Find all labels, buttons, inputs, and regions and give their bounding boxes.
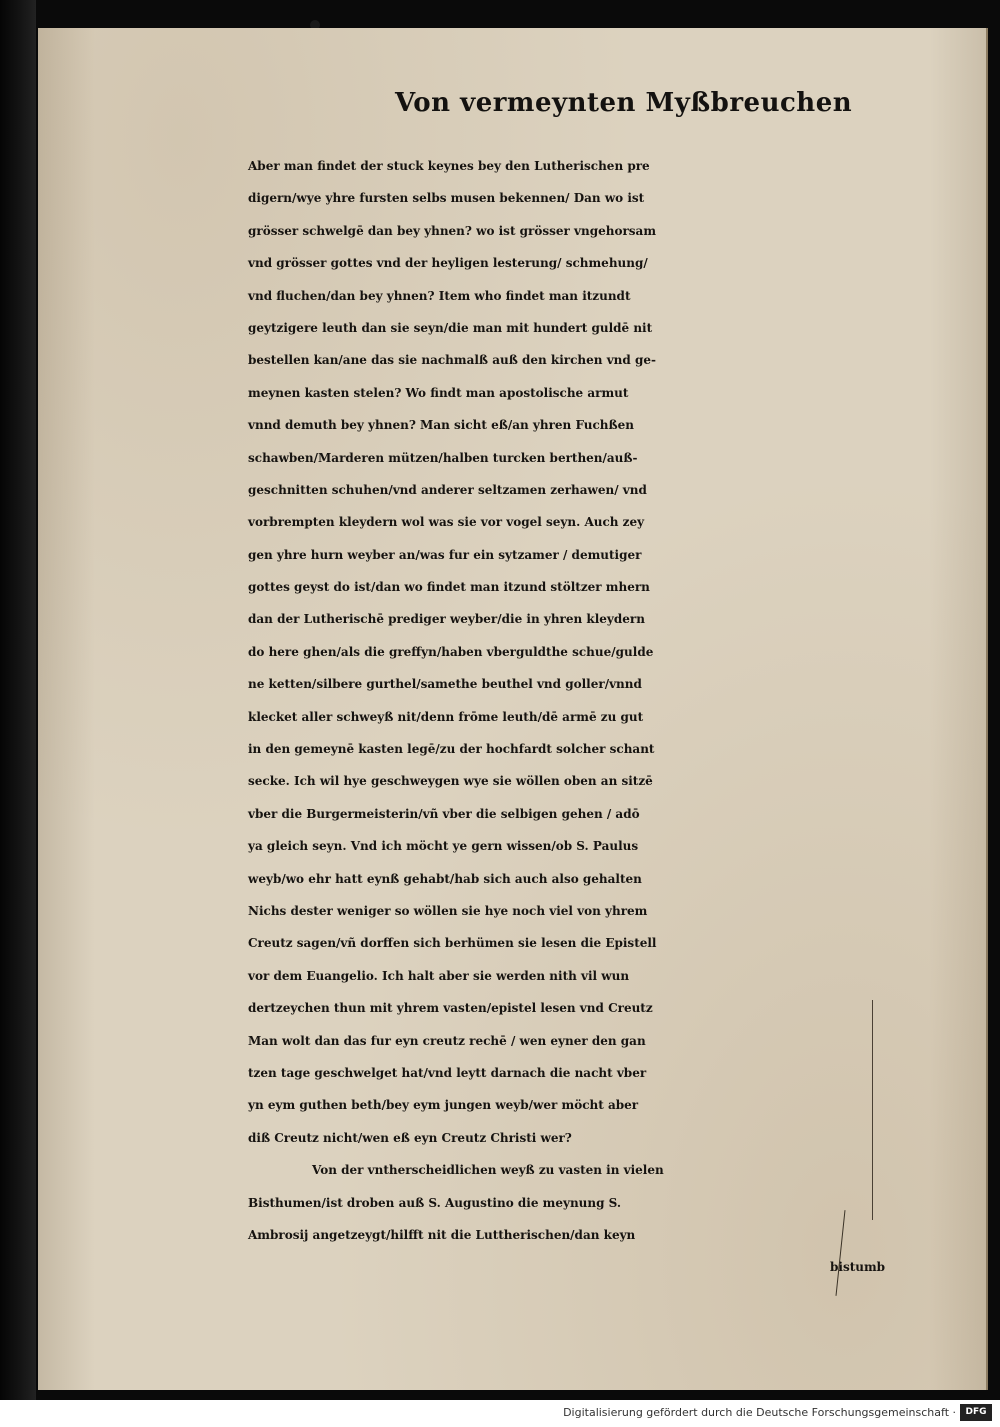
text-line: in den gemeynē kasten legē/zu der hochfardt solcher schant [248, 742, 655, 757]
margin-crease [872, 1000, 873, 1220]
text-line: geschnitten schuhen/vnd anderer seltzamen zerhawen/ vnd [248, 482, 647, 497]
text-line: klecket aller schweyß nit/denn frōme leuth/dē armē zu gut [248, 709, 644, 724]
text-line: Man wolt dan das fur eyn creutz rechē / wen eyner den gan [248, 1033, 646, 1048]
text-line: Aber man findet der stuck keynes bey den Lutherischen pre [248, 159, 650, 173]
text-line: diß Creutz nicht/wen eß eyn Creutz Christi wer? [248, 1130, 572, 1145]
digitization-footer [0, 1400, 1000, 1427]
text-line: digern/wye yhre fursten selbs musen bekennen/ Dan wo ist [248, 191, 645, 206]
text-line: vor dem Euangelio. Ich halt aber sie werden nith vil wun [248, 968, 630, 983]
text-block [248, 150, 948, 1284]
text-line: grösser schwelgē dan bey yhnen? wo ist grösser vngehorsam [248, 223, 657, 238]
text-line: tzen tage geschwelget hat/vnd leytt darnach die nacht vber [248, 1065, 647, 1080]
text-line: Bisthumen/ist droben auß S. Augustino die meynung S. [248, 1195, 622, 1210]
text-line: yn eym guthen beth/bey eym jungen weyb/wer möcht aber [248, 1098, 639, 1113]
book-spine-shadow [0, 0, 36, 1427]
funding-notice: Digitalisierung gefördert durch die Deutsche Forschungsgemeinschaft · [563, 1406, 956, 1419]
text-line: do here ghen/als die greffyn/haben vberguldthe schue/gulde [248, 644, 654, 659]
text-line: schawben/Marderen mützen/halben turcken berthen/auß- [248, 450, 638, 465]
text-line: Ambrosij angetzeygt/hilfft nit die Luttherischen/dan keyn [248, 1227, 636, 1242]
catchword: bistumb [830, 1260, 886, 1275]
text-line: vnd fluchen/dan bey yhnen? Item who findet man itzundt [248, 288, 631, 303]
text-line: vnd grösser gottes vnd der heyligen lesterung/ schmehung/ [248, 256, 648, 271]
running-header: Von vermeynten Myßbreuchen [395, 88, 853, 118]
paragraph-start-line: Von der vntherscheidlichen weyß zu vasten in vielen [312, 1163, 664, 1178]
text-line: ya gleich seyn. Vnd ich möcht ye gern wissen/ob S. Paulus [248, 839, 639, 854]
text-line: secke. Ich wil hye geschweygen wye sie wöllen oben an sitzē [248, 774, 653, 789]
text-line: ne ketten/silbere gurthel/samethe beuthel vnd goller/vnnd [248, 677, 642, 692]
text-line: bestellen kan/ane das sie nachmalß auß den kirchen vnd ge- [248, 353, 656, 368]
text-line: gen yhre hurn weyber an/was fur ein sytzamer / demutiger [248, 547, 642, 562]
text-line: Nichs dester weniger so wöllen sie hye noch viel von yhrem [248, 903, 648, 918]
text-line: gottes geyst do ist/dan wo findet man itzund stöltzer mhern [248, 580, 650, 595]
dfg-logo: DFG [960, 1404, 992, 1421]
text-line: vorbrempten kleydern wol was sie vor vogel seyn. Auch zey [248, 515, 645, 530]
text-line: Creutz sagen/vñ dorffen sich berhümen sie lesen die Epistell [248, 936, 657, 951]
text-line: dertzeychen thun mit yhrem vasten/epistel lesen vnd Creutz [248, 1001, 653, 1016]
text-line: weyb/wo ehr hatt eynß gehabt/hab sich auch also gehalten [248, 871, 642, 886]
text-line: vber die Burgermeisterin/vñ vber die selbigen gehen / adō [248, 806, 640, 821]
text-line: geytzigere leuth dan sie seyn/die man mit hundert guldē nit [248, 320, 653, 335]
text-line: vnnd demuth bey yhnen? Man sicht eß/an yhren Fuchßen [248, 418, 634, 433]
text-line: meynen kasten stelen? Wo findt man apostolische armut [248, 385, 629, 400]
text-line: dan der Lutherischē prediger weyber/die in yhren kleydern [248, 612, 645, 627]
